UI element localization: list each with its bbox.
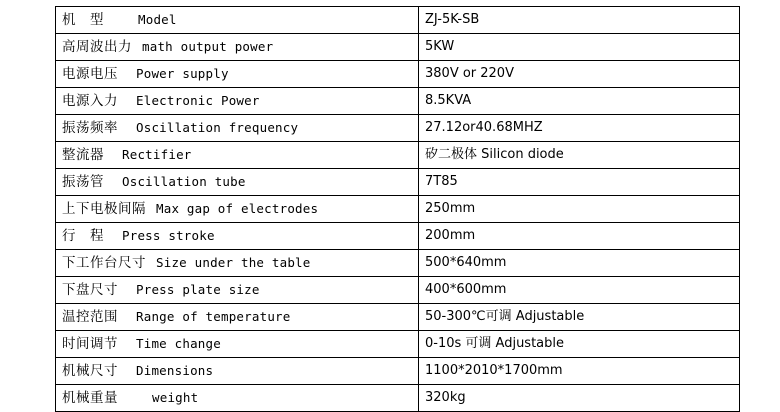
table-row <box>56 61 740 88</box>
table-row <box>56 169 740 196</box>
row-value: 5KW <box>425 39 455 55</box>
table-row <box>56 385 740 412</box>
row-label-cell <box>56 331 419 358</box>
row-label-cn: 温控范围 <box>62 308 118 325</box>
row-value: 8.5KVA <box>425 93 472 109</box>
row-value: 500*640mm <box>425 255 507 271</box>
row-label-cn: 高周波出力 <box>62 38 132 55</box>
row-value: 7T85 <box>425 174 458 190</box>
row-value-cell <box>419 223 740 250</box>
row-label-cn: 电源入力 <box>62 92 118 109</box>
row-label-cn: 振荡管 <box>62 173 104 190</box>
table-row <box>56 358 740 385</box>
row-label-cn: 下工作台尺寸 <box>62 254 146 271</box>
table-row <box>56 304 740 331</box>
row-label-en: Model <box>138 11 177 27</box>
row-label-cn: 下盘尺寸 <box>62 281 118 298</box>
row-value-cell <box>419 7 740 34</box>
table-row <box>56 277 740 304</box>
row-label-en: Press stroke <box>122 227 215 243</box>
row-value-cell <box>419 196 740 223</box>
row-label-cell <box>56 250 419 277</box>
row-value: 27.12or40.68MHZ <box>425 120 543 136</box>
row-label-cell <box>56 385 419 412</box>
row-label-cn: 上下电极间隔 <box>62 200 146 217</box>
table-body <box>56 7 740 412</box>
row-label-en: Max gap of electrodes <box>156 200 319 216</box>
row-label-cell <box>56 304 419 331</box>
row-label-en: Press plate size <box>136 281 260 297</box>
table-row <box>56 223 740 250</box>
table-row <box>56 7 740 34</box>
row-value: 380V or 220V <box>425 66 514 82</box>
row-value: 50-300℃可调 Adjustable <box>425 309 585 325</box>
row-value-cell <box>419 358 740 385</box>
row-value-cell <box>419 385 740 412</box>
row-label-en: Dimensions <box>136 362 214 378</box>
row-label-cn: 机 型 <box>62 11 104 28</box>
row-label-cn: 整流器 <box>62 146 104 163</box>
row-value-cell <box>419 88 740 115</box>
row-label-cn: 电源电压 <box>62 65 118 82</box>
table-row <box>56 88 740 115</box>
row-value: 250mm <box>425 201 476 217</box>
row-label-cell <box>56 34 419 61</box>
row-label-en: weight <box>152 389 199 405</box>
row-value-cell <box>419 34 740 61</box>
table-row <box>56 142 740 169</box>
table-row <box>56 331 740 358</box>
row-label-cn: 振荡频率 <box>62 119 118 136</box>
row-label-en: Rectifier <box>122 146 192 162</box>
table-row <box>56 250 740 277</box>
row-value: 200mm <box>425 228 476 244</box>
row-label-cell <box>56 142 419 169</box>
row-label-en: Time change <box>136 335 221 351</box>
row-value-cell <box>419 331 740 358</box>
row-value-cell <box>419 250 740 277</box>
row-value: 0-10s 可调 Adjustable <box>425 336 565 352</box>
row-label-cell <box>56 88 419 115</box>
row-label-cell <box>56 196 419 223</box>
row-value-cell <box>419 115 740 142</box>
row-label-cn: 机械尺寸 <box>62 362 118 379</box>
row-label-cn: 机械重量 <box>62 389 118 406</box>
row-label-cell <box>56 277 419 304</box>
row-value: 矽二极体 Silicon diode <box>425 147 564 163</box>
table-row <box>56 196 740 223</box>
row-label-cn: 行 程 <box>62 227 104 244</box>
row-value-cell <box>419 277 740 304</box>
row-value-cell <box>419 169 740 196</box>
row-value-cell <box>419 304 740 331</box>
row-label-cell <box>56 169 419 196</box>
row-label-cell <box>56 61 419 88</box>
row-label-en: math output power <box>142 38 274 54</box>
row-value-cell <box>419 61 740 88</box>
row-value: 320kg <box>425 390 466 406</box>
row-label-cell <box>56 115 419 142</box>
table-row <box>56 115 740 142</box>
row-label-en: Power supply <box>136 65 229 81</box>
row-label-en: Oscillation tube <box>122 173 246 189</box>
row-value: ZJ-5K-SB <box>425 12 480 28</box>
row-label-en: Electronic Power <box>136 92 260 108</box>
table-row <box>56 34 740 61</box>
row-label-en: Oscillation frequency <box>136 119 299 135</box>
row-label-en: Range of temperature <box>136 308 291 324</box>
specification-table <box>55 6 740 412</box>
row-label-cn: 时间调节 <box>62 335 118 352</box>
row-label-en: Size under the table <box>156 254 311 270</box>
row-value: 400*600mm <box>425 282 507 298</box>
row-label-cell <box>56 358 419 385</box>
row-label-cell <box>56 223 419 250</box>
row-value: 1100*2010*1700mm <box>425 363 563 379</box>
row-value-cell <box>419 142 740 169</box>
row-label-cell <box>56 7 419 34</box>
